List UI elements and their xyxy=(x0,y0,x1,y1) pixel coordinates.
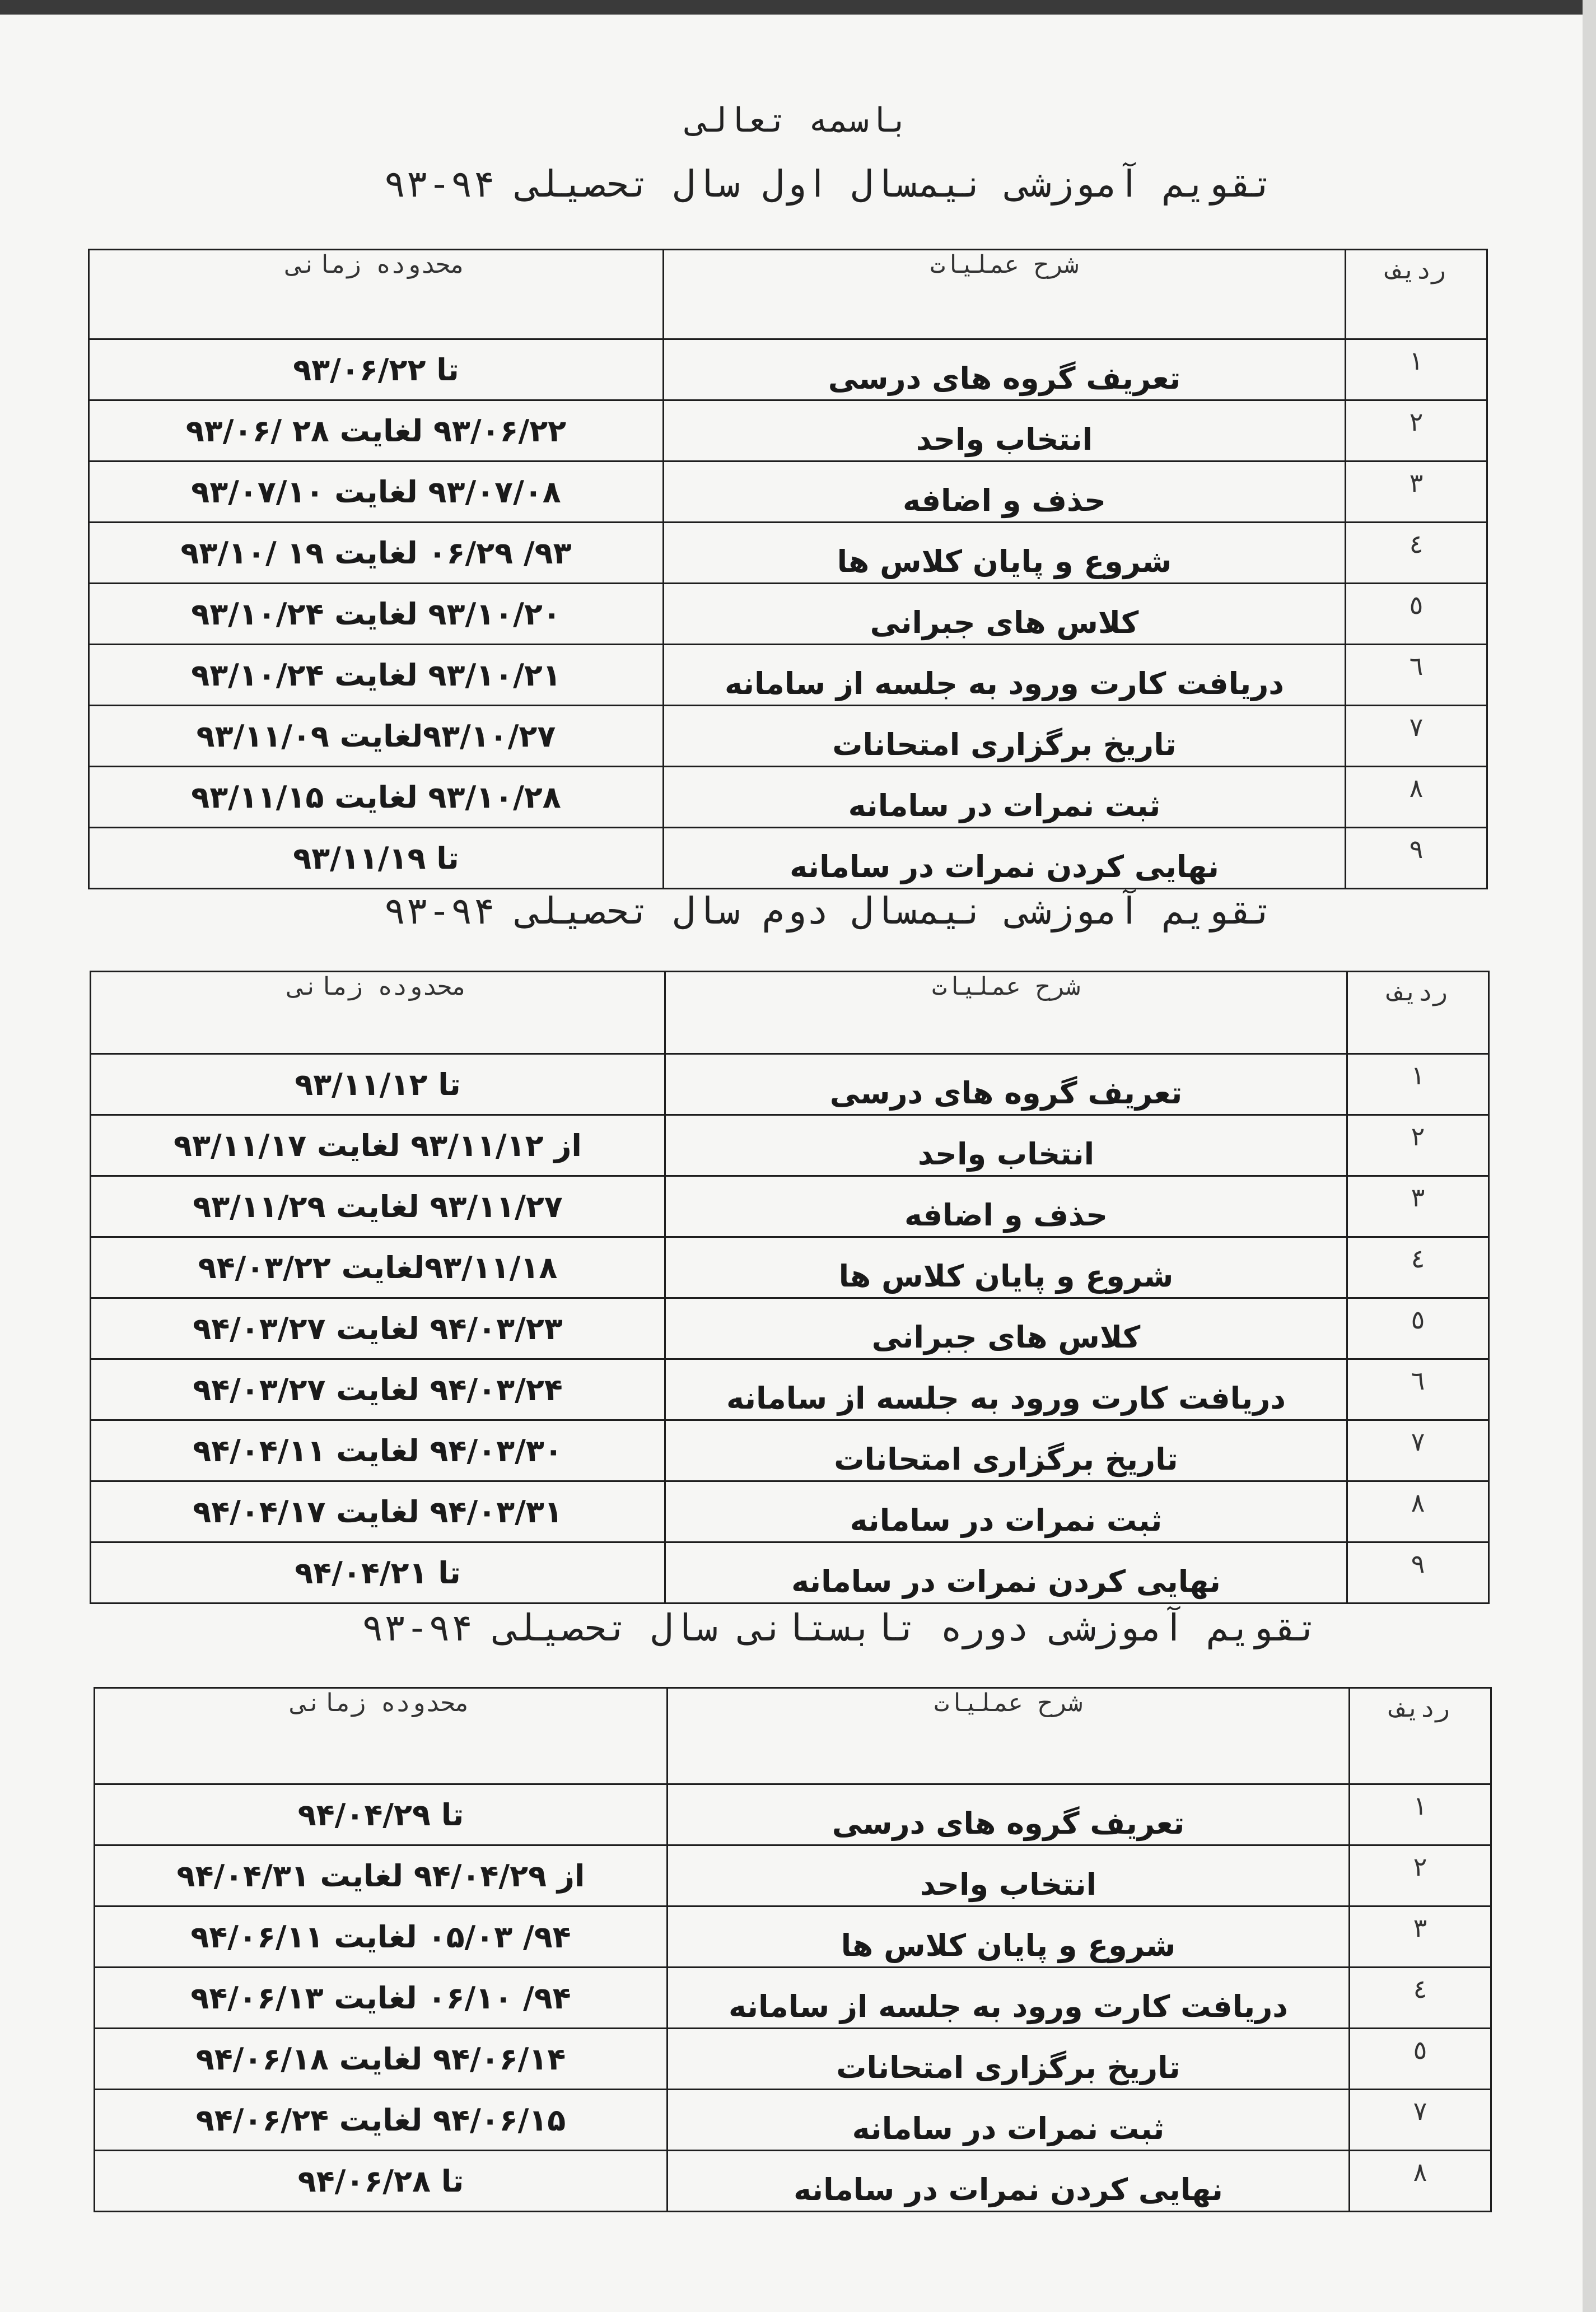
table-row xyxy=(89,767,1487,828)
table-row xyxy=(91,1420,1489,1481)
time-period: ۹۳/۱۰/۲۱ لغایت ۹۳/۱۰/۲۴ xyxy=(89,645,664,706)
time-period: ۹۴/۰۳/۲۳ لغایت ۹۴/۰۳/۲۷ xyxy=(91,1298,665,1359)
row-number: ٦ xyxy=(1346,645,1487,706)
operation-description: کلاس های جبرانی xyxy=(664,584,1346,645)
row-number: ۱ xyxy=(1346,339,1487,400)
time-period: ۹۴/۰۶/۱۴ لغایت ۹۴/۰۶/۱۸ xyxy=(95,2029,668,2090)
scan-top-edge xyxy=(0,0,1596,15)
table-row xyxy=(89,706,1487,767)
row-number: ٦ xyxy=(1347,1359,1489,1420)
time-period: تا ۹۴/۰۴/۲۱ xyxy=(91,1542,665,1604)
row-number: ۱ xyxy=(1347,1054,1489,1115)
table-row xyxy=(95,2090,1491,2151)
operation-description: انتخاب واحد xyxy=(665,1115,1347,1176)
table-row xyxy=(89,400,1487,462)
time-period: از ۹۴/۰۴/۲۹ لغایت ۹۴/۰۴/۳۱ xyxy=(95,1845,668,1907)
row-number: ۲ xyxy=(1350,1845,1491,1907)
row-number: ۳ xyxy=(1350,1907,1491,1968)
header-operation: شرح عملیات xyxy=(664,250,1346,339)
operation-description: کلاس های جبرانی xyxy=(665,1298,1347,1359)
time-period: ۹۴/ ۰۵/۰۳ لغایت ۹۴/۰۶/۱۱ xyxy=(95,1907,668,1968)
operation-description: دریافت کارت ورود به جلسه از سامانه xyxy=(664,645,1346,706)
header-operation: شرح عملیات xyxy=(668,1688,1350,1784)
row-number: ۷ xyxy=(1350,2090,1491,2151)
time-period: تا ۹۳/۱۱/۱۲ xyxy=(91,1054,665,1115)
header-row-number: ردیف xyxy=(1350,1688,1491,1784)
operation-description: انتخاب واحد xyxy=(664,400,1346,462)
operation-description: دریافت کارت ورود به جلسه از سامانه xyxy=(665,1359,1347,1420)
table-row xyxy=(95,1845,1491,1907)
row-number: ٤ xyxy=(1347,1237,1489,1298)
operation-description: ثبت نمرات در سامانه xyxy=(665,1481,1347,1542)
time-period: از ۹۳/۱۱/۱۲ لغایت ۹۳/۱۱/۱۷ xyxy=(91,1115,665,1176)
time-period: تا ۹۳/۰۶/۲۲ xyxy=(89,339,664,400)
table-row xyxy=(89,645,1487,706)
operation-description: نهایی کردن نمرات در سامانه xyxy=(668,2151,1350,2212)
first-semester-table xyxy=(88,249,1488,889)
operation-description: تاریخ برگزاری امتحانات xyxy=(668,2029,1350,2090)
first-semester-caption: تقویم آموزشی نیمسال اول سال تحصیلی ۹۴-۹۳ xyxy=(384,162,1274,206)
time-period: ۹۴/ ۰۶/۱۰ لغایت ۹۴/۰۶/۱۳ xyxy=(95,1968,668,2029)
table-row xyxy=(91,1298,1489,1359)
header-period: محدوده زمانی xyxy=(95,1688,668,1784)
table-header-row xyxy=(91,972,1489,1054)
row-number: ۸ xyxy=(1350,2151,1491,2212)
second-semester-table xyxy=(90,971,1490,1604)
operation-description: حذف و اضافه xyxy=(664,462,1346,523)
time-period: ۹۴/۰۳/۲۴ لغایت ۹۴/۰۳/۲۷ xyxy=(91,1359,665,1420)
second-semester-caption: تقویم آموزشی نیمسال دوم سال تحصیلی ۹۴-۹۳ xyxy=(384,889,1274,933)
time-period: ۹۳/۱۰/۲۷لغایت ۹۳/۱۱/۰۹ xyxy=(89,706,664,767)
summer-term-table xyxy=(94,1687,1492,2212)
operation-description: تاریخ برگزاری امتحانات xyxy=(665,1420,1347,1481)
table-row xyxy=(91,1542,1489,1604)
table-row xyxy=(91,1115,1489,1176)
operation-description: انتخاب واحد xyxy=(668,1845,1350,1907)
row-number: ٥ xyxy=(1347,1298,1489,1359)
time-period: ۹۳/۱۱/۱۸لغایت ۹۴/۰۳/۲۲ xyxy=(91,1237,665,1298)
time-period: ۹۴/۰۳/۳۱ لغایت ۹۴/۰۴/۱۷ xyxy=(91,1481,665,1542)
row-number: ٥ xyxy=(1346,584,1487,645)
time-period: ۹۴/۰۶/۱۵ لغایت ۹۴/۰۶/۲۴ xyxy=(95,2090,668,2151)
table-row xyxy=(95,2151,1491,2212)
time-period: تا ۹۳/۱۱/۱۹ xyxy=(89,828,664,889)
table-row xyxy=(91,1481,1489,1542)
table-row xyxy=(91,1176,1489,1237)
row-number: ۸ xyxy=(1346,767,1487,828)
header-period: محدوده زمانی xyxy=(89,250,664,339)
table-row xyxy=(89,828,1487,889)
table-row xyxy=(89,462,1487,523)
row-number: ۹ xyxy=(1347,1542,1489,1604)
summer-term-caption: تقویم آموزشی دوره تابستانی سال تحصیلی ۹۴-۹۳ xyxy=(361,1606,1319,1649)
header-row-number: ردیف xyxy=(1346,250,1487,339)
row-number: ۹ xyxy=(1346,828,1487,889)
table-row xyxy=(89,339,1487,400)
table-row xyxy=(95,1784,1491,1845)
table-row xyxy=(95,1968,1491,2029)
time-period: ۹۳/۱۱/۲۷ لغایت ۹۳/۱۱/۲۹ xyxy=(91,1176,665,1237)
time-period: ۹۳/ ۰۶/۲۹ لغایت ۱۹ /۹۳/۱۰ xyxy=(89,523,664,584)
row-number: ٤ xyxy=(1346,523,1487,584)
operation-description: ثبت نمرات در سامانه xyxy=(664,767,1346,828)
row-number: ۲ xyxy=(1347,1115,1489,1176)
time-period: ۹۳/۱۰/۲۸ لغایت ۹۳/۱۱/۱۵ xyxy=(89,767,664,828)
operation-description: تاریخ برگزاری امتحانات xyxy=(664,706,1346,767)
table-row xyxy=(91,1359,1489,1420)
row-number: ۳ xyxy=(1347,1176,1489,1237)
header-operation: شرح عملیات xyxy=(665,972,1347,1054)
time-period: ۹۳/۰۷/۰۸ لغایت ۹۳/۰۷/۱۰ xyxy=(89,462,664,523)
operation-description: دریافت کارت ورود به جلسه از سامانه xyxy=(668,1968,1350,2029)
table-row xyxy=(91,1237,1489,1298)
table-row xyxy=(91,1054,1489,1115)
header-row-number: ردیف xyxy=(1347,972,1489,1054)
row-number: ۳ xyxy=(1346,462,1487,523)
table-row xyxy=(89,584,1487,645)
header-period: محدوده زمانی xyxy=(91,972,665,1054)
scan-right-edge xyxy=(1583,0,1596,2312)
operation-description: تعریف گروه های درسی xyxy=(665,1054,1347,1115)
operation-description: شروع و پایان کلاس ها xyxy=(668,1907,1350,1968)
operation-description: حذف و اضافه xyxy=(665,1176,1347,1237)
operation-description: شروع و پایان کلاس ها xyxy=(664,523,1346,584)
basmala-heading: باسمه تعالی xyxy=(687,101,909,140)
row-number: ٥ xyxy=(1350,2029,1491,2090)
time-period: تا ۹۴/۰۶/۲۸ xyxy=(95,2151,668,2212)
row-number: ۸ xyxy=(1347,1481,1489,1542)
time-period: ۹۴/۰۳/۳۰ لغایت ۹۴/۰۴/۱۱ xyxy=(91,1420,665,1481)
operation-description: تعریف گروه های درسی xyxy=(664,339,1346,400)
row-number: ۱ xyxy=(1350,1784,1491,1845)
row-number: ۷ xyxy=(1347,1420,1489,1481)
operation-description: نهایی کردن نمرات در سامانه xyxy=(664,828,1346,889)
time-period: ۹۳/۰۶/۲۲ لغایت ۲۸ /۹۳/۰۶ xyxy=(89,400,664,462)
row-number: ٤ xyxy=(1350,1968,1491,2029)
time-period: ۹۳/۱۰/۲۰ لغایت ۹۳/۱۰/۲۴ xyxy=(89,584,664,645)
operation-description: تعریف گروه های درسی xyxy=(668,1784,1350,1845)
table-header-row xyxy=(95,1688,1491,1784)
operation-description: نهایی کردن نمرات در سامانه xyxy=(665,1542,1347,1604)
table-row xyxy=(95,1907,1491,1968)
table-row xyxy=(95,2029,1491,2090)
operation-description: شروع و پایان کلاس ها xyxy=(665,1237,1347,1298)
time-period: تا ۹۴/۰۴/۲۹ xyxy=(95,1784,668,1845)
operation-description: ثبت نمرات در سامانه xyxy=(668,2090,1350,2151)
table-row xyxy=(89,523,1487,584)
row-number: ۷ xyxy=(1346,706,1487,767)
table-header-row xyxy=(89,250,1487,339)
row-number: ۲ xyxy=(1346,400,1487,462)
